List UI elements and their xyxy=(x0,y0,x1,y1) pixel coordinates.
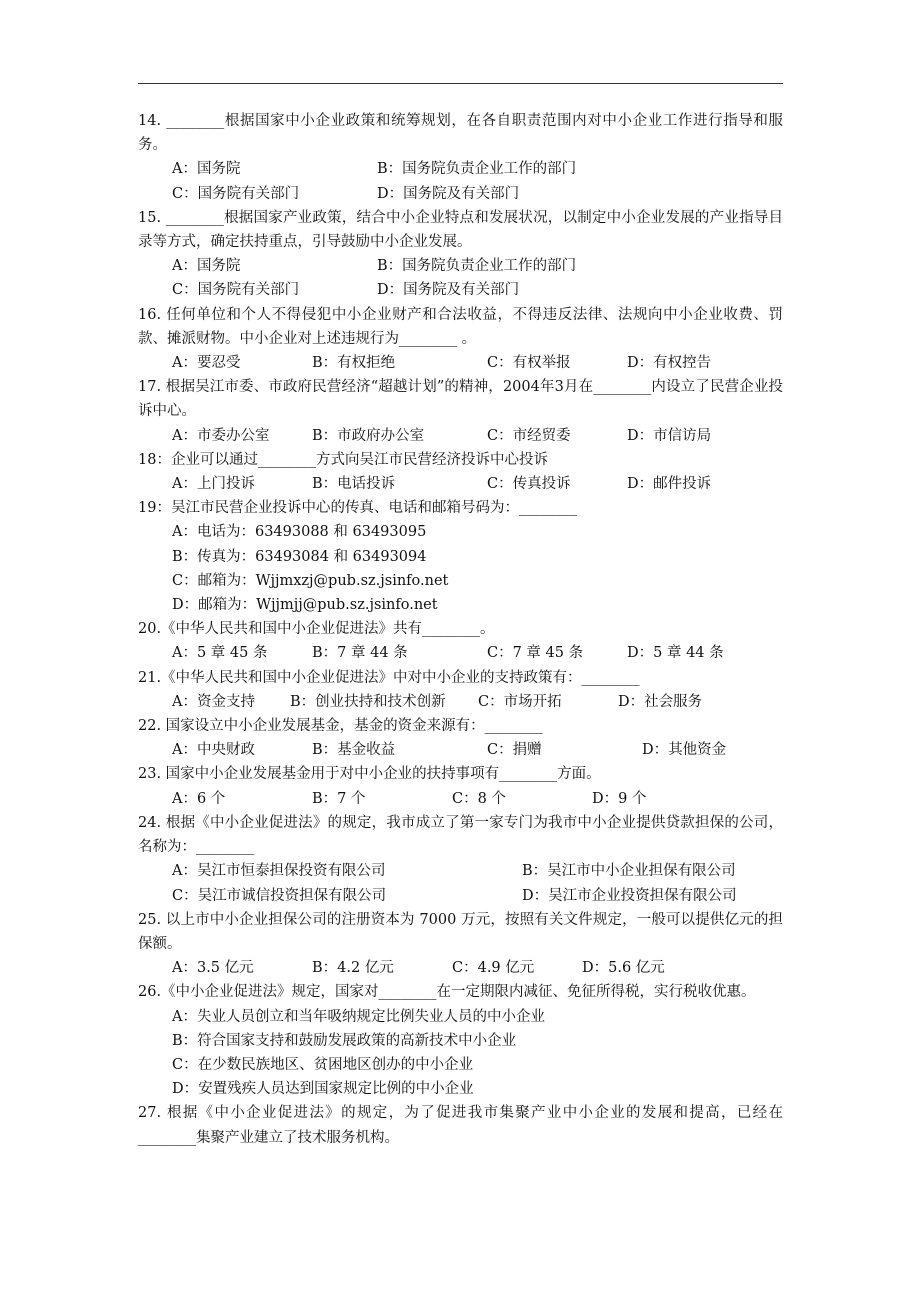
question-18 xyxy=(138,448,783,496)
option-a: A：6 个 xyxy=(172,790,226,807)
question-20-options xyxy=(138,641,783,665)
option-d: D：邮件投诉 xyxy=(627,476,712,493)
option-b: B：吴江市中小企业担保有限公司 xyxy=(522,863,736,880)
question-22-options xyxy=(138,738,783,762)
question-17-text: 17. 根据吴江市委、市政府民营经济“超越计划”的精神，2004年3月在________内设立了民营企业投诉中心。 xyxy=(138,379,783,420)
option-d: D：其他资金 xyxy=(642,742,727,759)
question-26-options xyxy=(138,1005,783,1102)
option-d: D：邮箱为：Wjjmjj@pub.sz.jsinfo.net xyxy=(172,597,438,614)
option-c: C：捐赠 xyxy=(487,742,542,759)
question-17-options xyxy=(138,424,783,448)
question-22 xyxy=(138,714,783,762)
option-b: B：有权拒绝 xyxy=(312,355,396,372)
question-25-text: 25. 以上市中小企业担保公司的注册资本为 7000 万元，按照有关文件规定，一般可以提供亿元的担保额。 xyxy=(138,911,783,952)
option-a: A：资金支持 xyxy=(172,693,255,710)
option-b: B：国务院负责企业工作的部门 xyxy=(377,161,577,178)
option-d: D：社会服务 xyxy=(618,693,703,710)
option-b: B：传真为：63493084 和 63493094 xyxy=(172,548,427,565)
option-c: C：7 章 45 条 xyxy=(487,645,584,662)
question-16 xyxy=(138,303,783,376)
option-d: D：安置残疾人员达到国家规定比例的中小企业 xyxy=(172,1081,474,1098)
option-d: D：5 章 44 条 xyxy=(627,645,724,662)
option-b: B：符合国家支持和鼓励发展政策的高新技术中小企业 xyxy=(172,1032,517,1049)
question-20 xyxy=(138,617,783,665)
question-list xyxy=(138,109,783,1150)
question-20-text: 20.《中华人民共和国中小企业促进法》共有________。 xyxy=(138,621,495,638)
option-b: B：创业扶持和技术创新 xyxy=(290,693,446,710)
option-b: B：市政府办公室 xyxy=(312,427,425,444)
option-a: A：市委办公室 xyxy=(172,427,270,444)
option-d: D：国务院及有关部门 xyxy=(377,185,520,202)
option-a: A：失业人员创立和当年吸纳规定比例失业人员的中小企业 xyxy=(172,1008,545,1025)
question-19 xyxy=(138,496,783,617)
option-d: D：吴江市企业投资担保有限公司 xyxy=(522,887,737,904)
question-15-text: 15. ________根据国家产业政策，结合中小企业特点和发展状况，以制定中小企业发展的产业指导目录等方式，确定扶持重点，引导鼓励中小企业发展。 xyxy=(138,209,783,251)
question-25 xyxy=(138,908,783,981)
question-23-options xyxy=(138,787,783,811)
question-15 xyxy=(138,206,783,303)
question-24 xyxy=(138,811,783,908)
question-19-text: 19：吴江市民营企业投诉中心的传真、电话和邮箱号码为：________ xyxy=(138,500,577,517)
question-15-options xyxy=(138,254,783,302)
option-a: A：上门投诉 xyxy=(172,476,255,493)
option-c: C：有权举报 xyxy=(487,355,571,372)
option-b: B：4.2 亿元 xyxy=(312,960,394,977)
option-a: A：5 章 45 条 xyxy=(172,645,268,662)
question-24-options xyxy=(138,859,783,907)
question-17 xyxy=(138,375,783,448)
option-c: C：吴江市诚信投资担保有限公司 xyxy=(172,887,387,904)
option-b: B：电话投诉 xyxy=(312,476,396,493)
option-d: D：5.6 亿元 xyxy=(582,960,665,977)
question-26 xyxy=(138,980,783,1101)
option-a: A：3.5 亿元 xyxy=(172,960,254,977)
question-25-options xyxy=(138,956,783,980)
option-c: C：邮箱为：Wjjmxzj@pub.sz.jsinfo.net xyxy=(172,572,449,589)
option-a: A：吴江市恒泰担保投资有限公司 xyxy=(172,863,386,880)
option-c: C：在少数民族地区、贫困地区创办的中小企业 xyxy=(172,1056,474,1073)
option-a: A：中央财政 xyxy=(172,742,255,759)
question-26-text: 26.《中小企业促进法》规定，国家对________在一定期限内减征、免征所得税，实行税收优惠。 xyxy=(138,984,756,1001)
question-23 xyxy=(138,762,783,810)
question-18-options xyxy=(138,472,783,496)
option-c: C：国务院有关部门 xyxy=(172,282,300,299)
question-23-text: 23. 国家中小企业发展基金用于对中小企业的扶持事项有________方面。 xyxy=(138,766,601,783)
question-27-text: 27. 根据《中小企业促进法》的规定，为了促进我市集聚产业中小企业的发展和提高，已经在________集聚产业建立了技术服务机构。 xyxy=(138,1105,783,1146)
option-d: D：市信访局 xyxy=(627,427,712,444)
option-a: A：电话为：63493088 和 63493095 xyxy=(172,524,427,541)
option-c: C：市经贸委 xyxy=(487,427,571,444)
option-b: B：7 个 xyxy=(312,790,366,807)
question-24-text: 24. 根据《中小企业促进法》的规定，我市成立了第一家专门为我市中小企业提供贷款担保的公司，名称为：________ xyxy=(138,814,783,856)
question-19-options xyxy=(138,520,783,617)
question-22-text: 22. 国家设立中小企业发展基金，基金的资金来源有：________ xyxy=(138,718,543,735)
option-c: C：4.9 亿元 xyxy=(452,960,535,977)
question-18-text: 18：企业可以通过________方式向吴江市民营经济投诉中心投诉 xyxy=(138,451,548,468)
option-d: D：国务院及有关部门 xyxy=(377,282,520,299)
option-a: A：要忍受 xyxy=(172,355,241,372)
question-16-text: 16. 任何单位和个人不得侵犯中小企业财产和合法收益，不得违反法律、法规向中小企业收费、罚款、摊派财物。中小企业对上述违规行为________ 。 xyxy=(138,306,783,347)
question-16-options xyxy=(138,351,783,375)
option-a: A：国务院 xyxy=(172,161,241,178)
header-rule xyxy=(138,83,783,84)
option-b: B：7 章 44 条 xyxy=(312,645,408,662)
question-14-options xyxy=(138,157,783,205)
question-14 xyxy=(138,109,783,206)
option-b: B：国务院负责企业工作的部门 xyxy=(377,258,577,275)
question-14-text: 14. ________根据国家中小企业政策和统筹规划，在各自职责范围内对中小企业工作进行指导和服务。 xyxy=(138,113,783,154)
option-c: C：国务院有关部门 xyxy=(172,185,300,202)
question-21-text: 21.《中华人民共和国中小企业促进法》中对中小企业的支持政策有：________ xyxy=(138,669,640,686)
option-d: D：9 个 xyxy=(592,790,647,807)
option-b: B：基金收益 xyxy=(312,742,396,759)
option-d: D：有权控告 xyxy=(627,355,712,372)
option-c: C：传真投诉 xyxy=(487,476,571,493)
option-a: A：国务院 xyxy=(172,258,241,275)
option-c: C：8 个 xyxy=(452,790,506,807)
option-c: C：市场开拓 xyxy=(478,693,562,710)
question-21 xyxy=(138,666,783,714)
question-21-options xyxy=(138,690,783,714)
question-27 xyxy=(138,1101,783,1149)
